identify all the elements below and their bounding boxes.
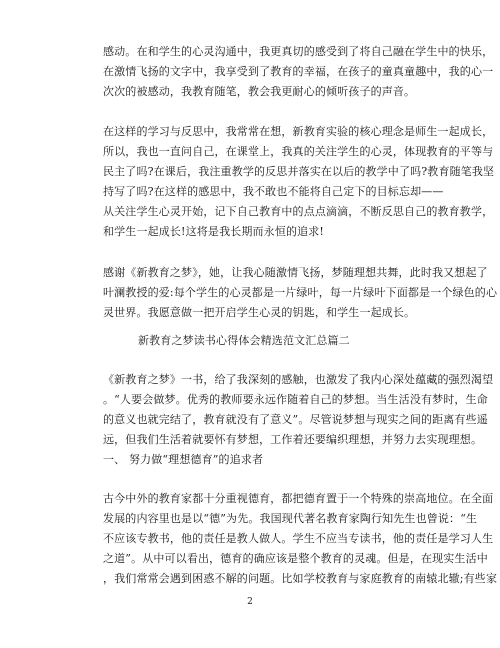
section-heading: 新教育之梦读书心得体会精选范文汇总篇二 bbox=[138, 334, 350, 347]
paragraph-4-line-3: 的意义也就完结了，教育就没有了意义”。尽管说梦想与现实之间的距离有些遥 bbox=[103, 413, 488, 426]
paragraph-3-line-3: 灵世界。我愿意做一把开启学生心灵的钥匙，和学生一起成长。 bbox=[103, 306, 416, 319]
paragraph-1-line-3: 次次的被感动，我教育随笔，教会我更耐心的倾听孩子的声音。 bbox=[103, 85, 416, 98]
paragraph-1-line-2: 在激情飞扬的文字中，我享受到了教育的幸福，在孩子的童真童趣中，我的心一 bbox=[103, 65, 494, 78]
paragraph-5-line-1: 古今中外的教育家都十分重视德育，都把德育置于一个特殊的崇高地位。在全面 bbox=[103, 492, 494, 505]
paragraph-5-line-4: 之道”。从中可以看出，德育的确应该是整个教育的灵魂。但是，在现实生活中 bbox=[103, 552, 488, 565]
paragraph-3-line-2: 叶澜教授的爱:每个学生的心灵都是一片绿叶，每一片绿叶下面都是一个绿色的心 bbox=[103, 286, 498, 299]
paragraph-2-line-4: 持写了吗?在这样的感思中，我不敢也不能将自己定下的目标忘却—— bbox=[103, 185, 444, 198]
paragraph-4-line-2: 。“人要会做梦。优秀的教师要永远作随着自己的梦想。当生活没有梦时，生命 bbox=[103, 393, 488, 406]
paragraph-4-line-4: 远，但我们生活着就要怀有梦想，工作着还要编织理想，并努力去实现理想。 bbox=[103, 433, 483, 446]
paragraph-1-line-1: 感动。在和学生的心灵沟通中，我更真切的感受到了将自己融在学生中的快乐， bbox=[103, 45, 494, 58]
subheading: 一、 努力做“理想德育”的追求者 bbox=[103, 453, 264, 466]
paragraph-2-line-6: 和学生一起成长!这将是我长期而永恒的追求! bbox=[103, 225, 324, 238]
paragraph-5-line-5: ，我们常常会遇到困惑不解的问题。比如学校教育与家庭教育的南辕北辙;有些家 bbox=[103, 572, 498, 585]
paragraph-2-line-5: 从关注学生心灵开始，记下自己教育中的点点滴滴，不断反思自己的教育教学， bbox=[103, 205, 494, 218]
paragraph-5-line-3: 不应该专教书，他的责任是教人做人。学生不应当专读书，他的责任是学习人生 bbox=[103, 532, 494, 545]
paragraph-2-line-2: 所以，我也一直问自己，在课堂上，我真的关注学生的心灵，体现教育的平等与 bbox=[103, 145, 494, 158]
paragraph-2-line-1: 在这样的学习与反思中，我常常在想，新教育实验的核心理念是师生一起成长， bbox=[103, 125, 494, 138]
paragraph-4-line-1: 《新教育之梦》一书，给了我深刻的感触，也激发了我内心深处蕴藏的强烈渴望 bbox=[103, 373, 494, 386]
page-number: 2 bbox=[247, 597, 253, 607]
paragraph-2-line-3: 民主了吗?在课后，我注重教学的反思并落实在以后的教学中了吗?教育随笔我坚 bbox=[103, 165, 495, 178]
paragraph-5-line-2: 发展的内容里也是以“德”为先。我国现代著名教育家陶行知先生也曾说：“生 bbox=[103, 512, 478, 525]
paragraph-3-line-1: 感谢《新教育之梦》，她，让我心随激情飞扬，梦随理想共舞，此时我又想起了 bbox=[103, 266, 488, 279]
